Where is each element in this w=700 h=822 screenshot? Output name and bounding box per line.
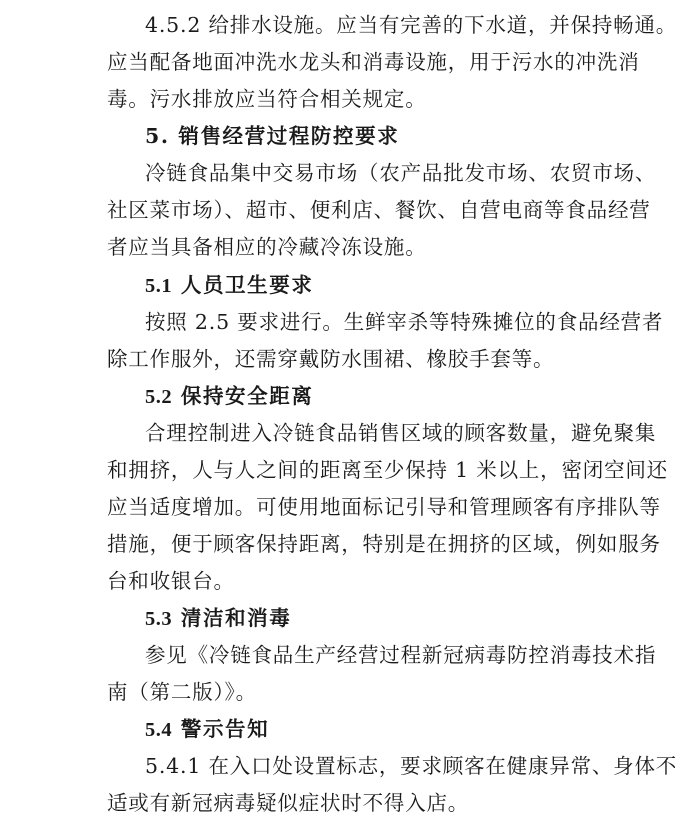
section-5-4-number: 5.4 bbox=[145, 719, 173, 741]
section-5-4-line-2: 适或有新冠病毒疑似症状时不得入店。 bbox=[107, 791, 470, 815]
section-5-3-title: 清洁和消毒 bbox=[172, 606, 292, 630]
section-5-4-line-1: 5.4.1 在入口处设置标志，要求顾客在健康异常、身体不 bbox=[145, 754, 678, 778]
section-5-1-line-1: 按照 2.5 要求进行。生鲜宰杀等特殊摊位的食品经营者 bbox=[145, 310, 664, 334]
section-5-1-number: 5.1 bbox=[145, 275, 173, 297]
section-5-2-line-5: 台和收银台。 bbox=[107, 569, 235, 593]
section-5-line-2: 社区菜市场）、超市、便利店、餐饮、自营电商等食品经营 bbox=[107, 198, 651, 222]
section-5-2-number: 5.2 bbox=[145, 386, 173, 408]
section-5-2-line-4: 措施，便于顾客保持距离，特别是在拥挤的区域，例如服务 bbox=[107, 532, 661, 556]
section-5-line-1: 冷链食品集中交易市场（农产品批发市场、农贸市场、 bbox=[145, 161, 657, 185]
section-5-2-line-3: 应当适度增加。可使用地面标记引导和管理顾客有序排队等 bbox=[107, 495, 661, 519]
section-5-2-heading bbox=[145, 379, 695, 413]
section-5-line-3: 者应当具备相应的冷藏冷冻设施。 bbox=[107, 235, 427, 259]
section-5-1-line-2: 除工作服外，还需穿戴防水围裙、橡胶手套等。 bbox=[107, 347, 555, 371]
section-5-heading: 5. 销售经营过程防控要求 bbox=[145, 124, 400, 148]
section-5-4-title: 警示告知 bbox=[172, 717, 270, 741]
section-5-1-title: 人员卫生要求 bbox=[172, 273, 314, 297]
paragraph-4-5-2-line-1: 4.5.2 给排水设施。应当有完善的下水道，并保持畅通。 bbox=[145, 13, 678, 37]
section-5-3-number: 5.3 bbox=[145, 608, 173, 630]
section-5-3-line-1: 参见《冷链食品生产经营过程新冠病毒防控消毒技术指 bbox=[145, 643, 657, 667]
section-5-2-title: 保持安全距离 bbox=[172, 384, 314, 408]
section-5-1-heading bbox=[145, 268, 695, 302]
section-5-3-line-2: 南（第二版）》。 bbox=[107, 680, 257, 704]
section-5-2-line-1: 合理控制进入冷链食品销售区域的顾客数量，避免聚集 bbox=[145, 421, 657, 445]
paragraph-4-5-2-line-3: 毒。污水排放应当符合相关规定。 bbox=[107, 87, 427, 111]
section-5-3-heading bbox=[145, 601, 695, 635]
paragraph-4-5-2-line-2: 应当配备地面冲洗水龙头和消毒设施，用于污水的冲洗消 bbox=[107, 50, 640, 74]
section-5-2-line-2: 和拥挤，人与人之间的距离至少保持 1 米以上，密闭空间还 bbox=[107, 458, 668, 482]
section-5-4-heading bbox=[145, 712, 695, 746]
